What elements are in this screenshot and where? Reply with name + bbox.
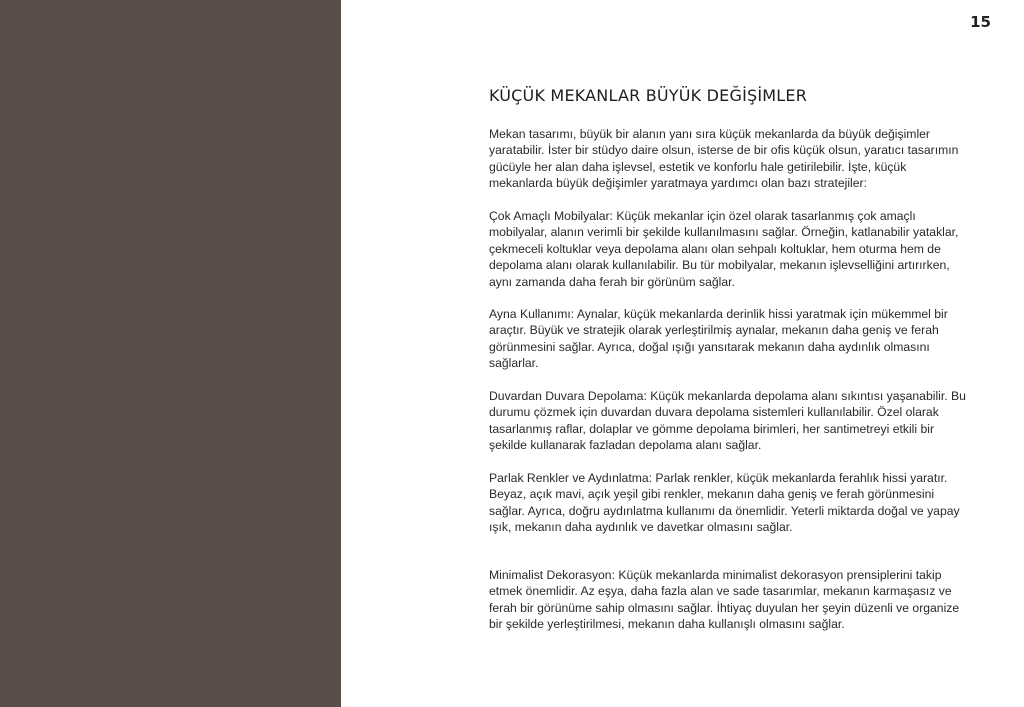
paragraph-text: Duvardan Duvara Depolama: Küçük mekanlarda depolama alanı sıkıntısı yaşanabilir. Bu durumu çözmek için duvardan duvara depolama sistemleri kullanılabilir. Özel olarak tasarlanmış raflar, dolaplar ve gömme depolama birimleri, her santimetreyi etkili bir şekilde kullanarak fazladan depolama alanı sağlar.: [489, 389, 966, 453]
page-number: 15: [970, 13, 991, 31]
paragraph-text: Minimalist Dekorasyon: Küçük mekanlarda minimalist dekorasyon prensiplerini takip etmek önemlidir. Az eşya, daha fazla alan ve sade tasarımlar, mekanın karmaşasız ve ferah bir görünüme sahip olmasını sağlar. İhtiyaç duyulan her şeyin düzenli ve organize bir şekilde yerleştirilmesi, mekanın daha kullanışlı olmasını sağlar.: [489, 568, 960, 632]
paragraph-wall-storage: [489, 388, 969, 454]
paragraph-text: Mekan tasarımı, büyük bir alanın yanı sıra küçük mekanlarda da büyük değişimler yaratabilir. İster bir stüdyo daire olsun, isterse de bir ofis küçük olsun, yaratıcı tasarımın gücüyle her alan daha işlevsel, estetik ve konforlu hale getirilebilir. İşte, küçük mekanlarda büyük değişimler yaratmaya yardımcı olan bazı stratejiler:: [489, 127, 959, 191]
paragraph-multipurpose-furniture: [489, 208, 969, 290]
paragraph-mirror-usage: [489, 306, 969, 372]
intro-paragraph: [489, 126, 969, 192]
page-title: KÜÇÜK MEKANLAR BÜYÜK DEĞİŞİMLER: [489, 86, 808, 105]
paragraph-text: Parlak Renkler ve Aydınlatma: Parlak renkler, küçük mekanlarda ferahlık hissi yaratır. Beyaz, açık mavi, açık yeşil gibi renkler, mekanın daha geniş ve ferah görünmesini sağlar. Ayrıca, doğru aydınlatma kullanımı da önemlidir. Yeterli miktarda doğal ve yapay ışık, mekanın daha aydınlık ve davetkar olmasını sağlar.: [489, 471, 960, 535]
paragraph-bright-colors: [489, 470, 969, 536]
sidebar-color-panel: [0, 0, 341, 707]
paragraph-text: Ayna Kullanımı: Aynalar, küçük mekanlarda derinlik hissi yaratmak için mükemmel bir araçtır. Büyük ve stratejik olarak yerleştirilmiş aynalar, mekanın daha geniş ve ferah görünmesini sağlar. Ayrıca, doğal ışığı yansıtarak mekanın daha aydınlık olmasını sağlarlar.: [489, 307, 948, 371]
paragraph-minimalist-decoration: [489, 567, 969, 633]
paragraph-text: Çok Amaçlı Mobilyalar: Küçük mekanlar için özel olarak tasarlanmış çok amaçlı mobilyalar, alanın verimli bir şekilde kullanılmasını sağlar. Örneğin, katlanabilir yataklar, çekmeceli koltuklar veya depolama alanı olan sehpalı koltuklar, hem oturma hem de depolama alanı olarak kullanılabilir. Bu tür mobilyalar, mekanın işlevselliğini artırırken, aynı zamanda daha ferah bir görünüm sağlar.: [489, 209, 959, 289]
